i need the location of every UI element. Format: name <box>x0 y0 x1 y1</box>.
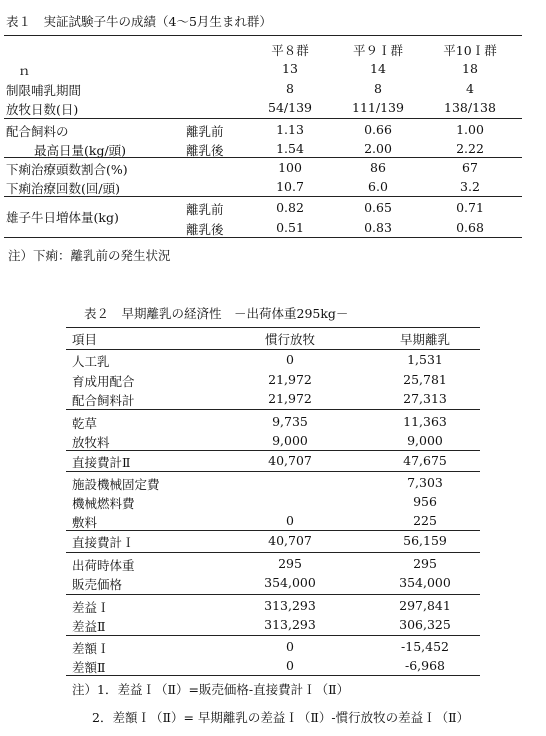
cell: 27,313 <box>403 391 447 406</box>
cell: 354,000 <box>264 575 316 590</box>
row-sublabel: 離乳前 <box>186 202 224 217</box>
row-label: 下痢治療頭数割合(%) <box>6 162 128 177</box>
table1-top-rule <box>4 35 522 36</box>
cell: 100 <box>278 160 302 175</box>
table2-rule <box>66 635 480 636</box>
table2-rule <box>66 675 480 676</box>
cell: 354,000 <box>399 575 451 590</box>
cell: 111/139 <box>352 100 404 115</box>
cell: -15,452 <box>401 639 449 654</box>
cell: 2.00 <box>364 141 392 156</box>
cell: 54/139 <box>268 100 312 115</box>
cell: 40,707 <box>268 453 312 468</box>
cell: 18 <box>462 61 478 76</box>
row-label: 出荷時体重 <box>72 558 135 573</box>
cell: 21,972 <box>268 372 312 387</box>
row-label: 雄子牛日増体量(kg) <box>6 210 119 225</box>
cell: 225 <box>413 513 437 528</box>
cell: 9,735 <box>272 414 308 429</box>
cell: 1,531 <box>407 352 443 367</box>
cell: 138/138 <box>444 100 496 115</box>
row-sublabel: 離乳前 <box>186 124 224 139</box>
cell: 1.54 <box>276 141 304 156</box>
cell: 11,363 <box>403 414 447 429</box>
table1-header-h9: 平９Ｉ群 <box>352 43 404 58</box>
cell: 9,000 <box>272 433 308 448</box>
cell: 0 <box>286 513 294 528</box>
cell: 956 <box>413 494 437 509</box>
table1-header-h10: 平10Ｉ群 <box>443 43 497 58</box>
cell: 47,675 <box>403 453 447 468</box>
row-label: 放牧日数(日) <box>6 102 79 117</box>
row-label: 人工乳 <box>72 354 110 369</box>
table2-note-2: 2．差額Ｉ（Ⅱ）= 早期離乳の差益Ｉ（Ⅱ）-慣行放牧の差益Ｉ（Ⅱ） <box>92 710 470 725</box>
table1-rule <box>4 118 522 119</box>
row-label: 敷料 <box>72 515 98 530</box>
row-label: 下痢治療回数(回/頭) <box>6 181 120 196</box>
table1-rule <box>4 196 522 197</box>
cell: 0 <box>286 658 294 673</box>
table2-rule <box>66 552 480 553</box>
cell: -6,968 <box>404 658 446 673</box>
table2-note-1: 注）1．差益Ｉ（Ⅱ）=販売価格-直接費計Ｉ（Ⅱ） <box>72 682 350 697</box>
cell: 9,000 <box>407 433 443 448</box>
table2-header-item: 項目 <box>72 332 98 347</box>
row-label: 最高日量(kg/頭) <box>34 143 127 158</box>
cell: 4 <box>466 81 474 96</box>
row-sublabel: 離乳後 <box>186 222 224 237</box>
row-label: 差額Ｉ <box>72 641 110 656</box>
cell: 0.83 <box>364 220 392 235</box>
row-label: 直接費計Ⅱ <box>72 455 131 470</box>
row-label: 直接費計Ｉ <box>72 535 135 550</box>
cell: 40,707 <box>268 533 312 548</box>
row-label: 差益Ｉ <box>72 600 110 615</box>
cell: 2.22 <box>456 141 484 156</box>
cell: 0.65 <box>364 200 392 215</box>
row-label: 配合飼料の <box>6 124 69 139</box>
table2-header-early: 早期離乳 <box>399 332 451 347</box>
row-label: 販売価格 <box>72 577 123 592</box>
cell: 6.0 <box>368 179 388 194</box>
cell: 295 <box>413 556 437 571</box>
cell: 1.13 <box>276 122 304 137</box>
cell: 10.7 <box>276 179 304 194</box>
row-label: 機械燃料費 <box>72 496 135 511</box>
table2-rule <box>66 450 480 451</box>
table2-title: 表２ 早期離乳の経済性 －出荷体重295kg－ <box>84 306 349 321</box>
row-label: 育成用配合 <box>72 374 135 389</box>
row-label: 放牧料 <box>72 435 110 450</box>
table1-header-h8: 平８群 <box>271 43 309 58</box>
cell: 86 <box>370 160 386 175</box>
table1-title: 表１ 実証試験子牛の成績（4～5月生まれ群） <box>6 14 272 29</box>
table2-top-rule <box>66 327 480 328</box>
cell: 295 <box>278 556 302 571</box>
cell: 0.71 <box>456 200 484 215</box>
table2-rule <box>66 594 480 595</box>
cell: 313,293 <box>264 598 316 613</box>
cell: 14 <box>370 61 386 76</box>
row-label: ｎ <box>18 63 31 78</box>
cell: 0 <box>286 639 294 654</box>
cell: 0 <box>286 352 294 367</box>
table1-bottom-rule <box>4 237 522 238</box>
row-label: 施設機械固定費 <box>72 477 160 492</box>
cell: 1.00 <box>456 122 484 137</box>
table2-rule <box>66 471 480 472</box>
row-label: 差額Ⅱ <box>72 660 106 675</box>
cell: 313,293 <box>264 617 316 632</box>
table1-rule <box>4 157 522 158</box>
cell: 306,325 <box>399 617 451 632</box>
cell: 8 <box>374 81 382 96</box>
table1-note: 注）下痢：離乳前の発生状況 <box>8 248 171 263</box>
cell: 13 <box>282 61 298 76</box>
cell: 8 <box>286 81 294 96</box>
table2-header-rule <box>66 349 480 350</box>
cell: 21,972 <box>268 391 312 406</box>
table2-header-conventional: 慣行放牧 <box>264 332 316 347</box>
row-label: 配合飼料計 <box>72 393 135 408</box>
table2-rule <box>66 409 480 410</box>
cell: 3.2 <box>460 179 480 194</box>
cell: 56,159 <box>403 533 447 548</box>
cell: 297,841 <box>399 598 451 613</box>
cell: 0.68 <box>456 220 484 235</box>
row-label: 制限哺乳期間 <box>6 83 82 98</box>
row-label: 差益Ⅱ <box>72 619 106 634</box>
cell: 0.82 <box>276 200 304 215</box>
row-sublabel: 離乳後 <box>186 143 224 158</box>
cell: 0.51 <box>276 220 304 235</box>
cell: 25,781 <box>403 372 447 387</box>
cell: 7,303 <box>407 475 443 490</box>
table2-rule <box>66 530 480 531</box>
cell: 0.66 <box>364 122 392 137</box>
cell: 67 <box>462 160 478 175</box>
row-label: 乾草 <box>72 416 98 431</box>
